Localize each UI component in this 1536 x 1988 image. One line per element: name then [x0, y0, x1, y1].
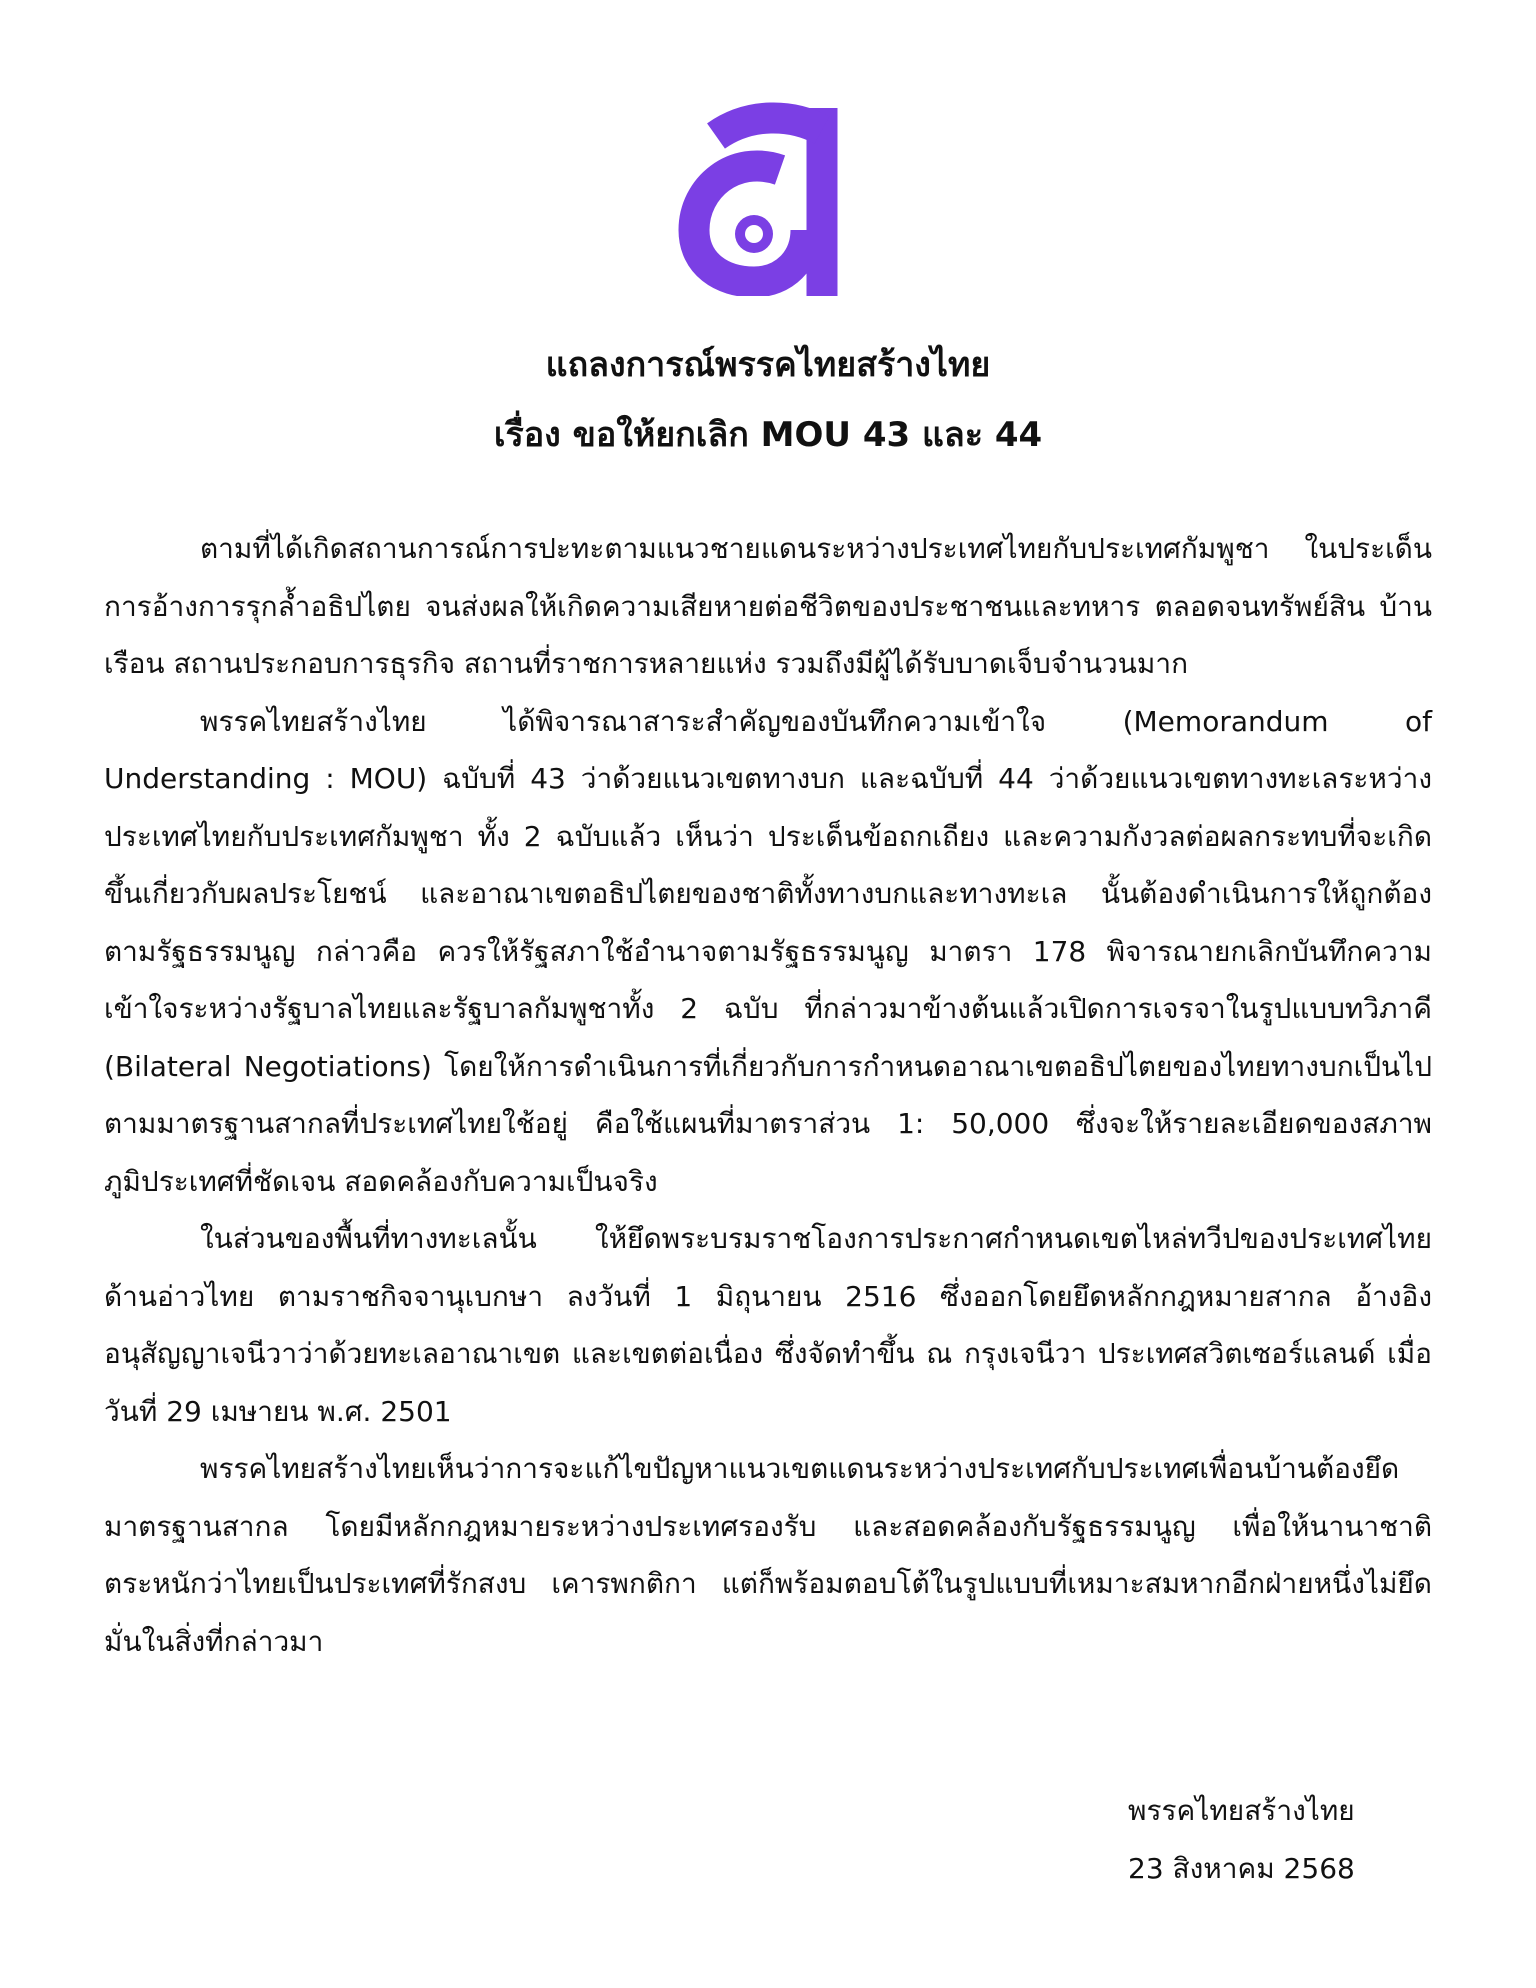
statement-title	[0, 330, 1536, 470]
statement-subject: เรื่อง ขอให้ยกเลิก MOU 43 และ 44	[493, 415, 1043, 455]
paragraph: ตามที่ได้เกิดสถานการณ์การปะทะตามแนวชายแดนระหว่างประเทศไทยกับประเทศกัมพูชา ในประเด็นการอ้างการรุกล้ำอธิปไตย จนส่งผลให้เกิดความเสียหายต่อชีวิตของประชาชนและทหาร ตลอดจนทรัพย์สิน บ้านเรือน สถานประกอบการธุรกิจ สถานที่ราชการหลายแห่ง รวมถึงมีผู้ได้รับบาดเจ็บจำนวนมาก	[104, 532, 1432, 680]
statement-body	[104, 520, 1432, 1670]
signature-date: 23 สิงหาคม 2568	[1128, 1852, 1355, 1885]
paragraph: ในส่วนของพื้นที่ทางทะเลนั้น ให้ยึดพระบรมราชโองการประกาศกำหนดเขตไหล่ทวีปของประเทศไทยด้านอ่าวไทย ตามราชกิจจานุเบกษา ลงวันที่ 1 มิถุนายน 2516 ซึ่งออกโดยยึดหลักกฎหมายสากล อ้างอิงอนุสัญญาเจนีวาว่าด้วยทะเลอาณาเขต และเขตต่อเนื่อง ซึ่งจัดทำขึ้น ณ กรุงเจนีวา ประเทศสวิตเซอร์แลนด์ เมื่อวันที่ 29 เมษายน พ.ศ. 2501	[104, 1222, 1432, 1428]
statement-heading: แถลงการณ์พรรคไทยสร้างไทย	[545, 345, 991, 385]
signature-block	[1128, 1782, 1355, 1898]
paragraph: พรรคไทยสร้างไทยเห็นว่าการจะแก้ไขปัญหาแนวเขตแดนระหว่างประเทศกับประเทศเพื่อนบ้านต้องยึดมาตรฐานสากล โดยมีหลักกฎหมายระหว่างประเทศรองรับ และสอดคล้องกับรัฐธรรมนูญ เพื่อให้นานาชาติตระหนักว่าไทยเป็นประเทศที่รักสงบ เคารพกติกา แต่ก็พร้อมตอบโต้ในรูปแบบที่เหมาะสมหากอีกฝ่ายหนึ่งไม่ยึดมั่นในสิ่งที่กล่าวมา	[104, 1452, 1432, 1658]
signature-party: พรรคไทยสร้างไทย	[1128, 1794, 1355, 1827]
party-logo-icon	[672, 92, 864, 296]
paragraph: พรรคไทยสร้างไทย ได้พิจารณาสาระสำคัญของบันทึกความเข้าใจ (Memorandum of Understanding : MOU) ฉบับที่ 43 ว่าด้วยแนวเขตทางบก และฉบับที่ 44 ว่าด้วยแนวเขตทางทะเลระหว่างประเทศไทยกับประเทศกัมพูชา ทั้ง 2 ฉบับแล้ว เห็นว่า ประเด็นข้อถกเถียง และความกังวลต่อผลกระทบที่จะเกิดขึ้นเกี่ยวกับผลประโยชน์ และอาณาเขตอธิปไตยของชาติทั้งทางบกและทางทะเล นั้นต้องดำเนินการให้ถูกต้องตามรัฐธรรมนูญ กล่าวคือ ควรให้รัฐสภาใช้อำนาจตามรัฐธรรมนูญ มาตรา 178 พิจารณายกเลิกบันทึกความเข้าใจระหว่างรัฐบาลไทยและรัฐบาลกัมพูชาทั้ง 2 ฉบับ ที่กล่าวมาข้างต้นแล้วเปิดการเจรจาในรูปแบบทวิภาคี (Bilateral Negotiations) โดยให้การดำเนินการที่เกี่ยวกับการกำหนดอาณาเขตอธิปไตยของไทยทางบกเป็นไปตามมาตรฐานสากลที่ประเทศไทยใช้อยู่ คือใช้แผนที่มาตราส่วน 1: 50,000 ซึ่งจะให้รายละเอียดของสภาพภูมิประเทศที่ชัดเจน สอดคล้องกับความเป็นจริง	[104, 704, 1432, 1198]
